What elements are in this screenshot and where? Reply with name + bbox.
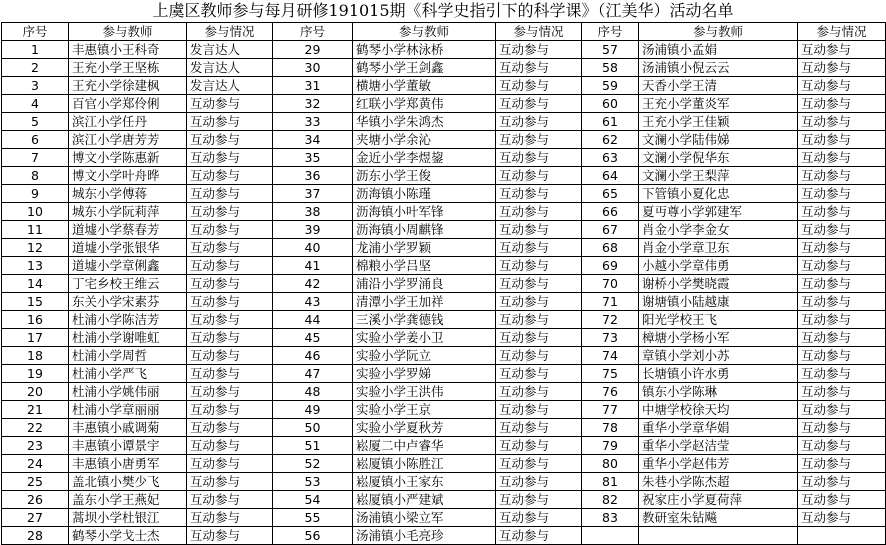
teacher-name-cell: 汤浦镇小倪云云 [639,59,798,77]
table-row [2,41,886,59]
seq-cell: 33 [273,113,353,131]
participation-cell: 互动参与 [798,77,886,95]
participation-cell: 互动参与 [496,401,582,419]
teacher-name-cell: 鹤琴小学戈士杰 [69,527,187,545]
header-teacher-3: 参与教师 [639,23,798,41]
table-row [2,185,886,203]
participation-cell: 互动参与 [496,221,582,239]
participation-cell: 互动参与 [496,167,582,185]
seq-cell: 50 [273,419,353,437]
participation-cell: 互动参与 [798,257,886,275]
teacher-name-cell: 棉粮小学吕坚 [353,257,496,275]
seq-cell: 17 [2,329,69,347]
teacher-name-cell: 华镇小学朱鸿杰 [353,113,496,131]
page-title: 上虞区教师参与每月研修191015期《科学史指引下的科学课》（江美华）活动名单 [152,1,734,20]
participation-cell: 互动参与 [798,365,886,383]
seq-cell: 16 [2,311,69,329]
teacher-name-cell: 丰惠镇小戚调菊 [69,419,187,437]
seq-cell: 43 [273,293,353,311]
teacher-name-cell: 文澜小学陆伟娣 [639,131,798,149]
teacher-name-cell: 实验小学夏秋芳 [353,419,496,437]
teacher-name-cell: 祝家庄小学夏荷萍 [639,491,798,509]
seq-cell: 13 [2,257,69,275]
participation-cell: 互动参与 [798,131,886,149]
table-row [2,59,886,77]
teacher-name-cell: 清潭小学王加祥 [353,293,496,311]
teacher-name-cell: 丰惠镇小谭景宇 [69,437,187,455]
participation-cell: 互动参与 [798,491,886,509]
seq-cell: 15 [2,293,69,311]
participation-cell: 互动参与 [798,293,886,311]
seq-cell: 2 [2,59,69,77]
seq-cell: 82 [582,491,639,509]
participation-cell: 互动参与 [496,41,582,59]
teacher-name-cell: 道墟小学章俐鑫 [69,257,187,275]
participation-cell: 互动参与 [187,527,273,545]
seq-cell: 5 [2,113,69,131]
teacher-name-cell: 盖北镇小樊少飞 [69,473,187,491]
participation-cell: 互动参与 [496,149,582,167]
table-row [2,275,886,293]
participation-cell: 互动参与 [187,509,273,527]
seq-cell: 24 [2,455,69,473]
teacher-name-cell: 实验小学王洪伟 [353,383,496,401]
participation-cell: 互动参与 [798,95,886,113]
teacher-name-cell: 实验小学罗娣 [353,365,496,383]
participation-cell: 互动参与 [496,311,582,329]
teacher-name-cell: 道墟小学张银华 [69,239,187,257]
seq-cell: 32 [273,95,353,113]
table-row [2,365,886,383]
participation-cell: 互动参与 [798,437,886,455]
teacher-name-cell: 鹤琴小学林泳桥 [353,41,496,59]
header-row [2,23,886,41]
participation-cell: 互动参与 [798,329,886,347]
seq-cell: 45 [273,329,353,347]
teacher-name-cell: 崧厦二中卢睿华 [353,437,496,455]
participation-cell: 互动参与 [496,203,582,221]
participation-cell [798,527,886,545]
teacher-name-cell: 天香小学王清 [639,77,798,95]
participation-cell: 互动参与 [187,275,273,293]
table-row [2,149,886,167]
participation-cell: 互动参与 [496,419,582,437]
seq-cell: 9 [2,185,69,203]
seq-cell: 73 [582,329,639,347]
participation-cell: 互动参与 [496,455,582,473]
teacher-name-cell: 王充小学董炎军 [639,95,798,113]
seq-cell: 40 [273,239,353,257]
participation-cell: 互动参与 [798,221,886,239]
seq-cell: 48 [273,383,353,401]
table-row [2,239,886,257]
teacher-name-cell: 沥海镇小周麒锋 [353,221,496,239]
participation-cell: 互动参与 [187,401,273,419]
table-row [2,401,886,419]
seq-cell: 22 [2,419,69,437]
teacher-name-cell: 章镇小学刘小苏 [639,347,798,365]
participation-cell: 互动参与 [798,455,886,473]
seq-cell: 57 [582,41,639,59]
participation-cell: 互动参与 [187,131,273,149]
teacher-name-cell: 道墟小学蔡春芳 [69,221,187,239]
participation-cell: 互动参与 [496,293,582,311]
table-row [2,491,886,509]
header-teacher-2: 参与教师 [353,23,496,41]
teacher-name-cell: 汤浦镇小孟娟 [639,41,798,59]
seq-cell: 38 [273,203,353,221]
seq-cell: 39 [273,221,353,239]
participation-cell: 互动参与 [187,221,273,239]
table-row [2,293,886,311]
teacher-name-cell: 阳光学校王飞 [639,311,798,329]
participation-cell: 互动参与 [187,419,273,437]
teacher-name-cell: 朱巷小学陈杰超 [639,473,798,491]
participation-cell: 互动参与 [187,239,273,257]
participation-cell: 互动参与 [187,383,273,401]
participation-cell: 互动参与 [496,95,582,113]
participation-cell: 互动参与 [798,185,886,203]
participation-cell: 互动参与 [187,203,273,221]
table-row [2,509,886,527]
teacher-name-cell: 崧厦镇小陈胜江 [353,455,496,473]
teacher-name-cell: 丰惠镇小王科奇 [69,41,187,59]
teacher-name-cell: 沥海镇小陈瑾 [353,185,496,203]
seq-cell: 80 [582,455,639,473]
seq-cell: 29 [273,41,353,59]
teacher-name-cell: 文澜小学倪华东 [639,149,798,167]
teacher-name-cell: 下管镇小夏化忠 [639,185,798,203]
teacher-name-cell: 丁宅乡校王维云 [69,275,187,293]
participation-cell: 互动参与 [496,113,582,131]
participation-cell: 互动参与 [496,77,582,95]
participation-cell: 互动参与 [496,473,582,491]
seq-cell: 75 [582,365,639,383]
teacher-name-cell: 杜浦小学严飞 [69,365,187,383]
teacher-name-cell: 中塘学校徐天均 [639,401,798,419]
header-status-2: 参与情况 [496,23,582,41]
teacher-name-cell: 长塘镇小许水勇 [639,365,798,383]
teacher-name-cell: 镇东小学陈琳 [639,383,798,401]
participation-cell: 互动参与 [496,239,582,257]
table-row [2,455,886,473]
header-seq-1: 序号 [2,23,69,41]
seq-cell: 78 [582,419,639,437]
seq-cell: 81 [582,473,639,491]
seq-cell: 36 [273,167,353,185]
table-row [2,221,886,239]
teacher-name-cell: 博文小学陈惠新 [69,149,187,167]
participation-cell: 互动参与 [496,59,582,77]
seq-cell: 59 [582,77,639,95]
teacher-name-cell: 汤浦镇小梁立军 [353,509,496,527]
teacher-name-cell: 实验小学姜小卫 [353,329,496,347]
teacher-name-cell: 教研室朱钻飚 [639,509,798,527]
seq-cell: 76 [582,383,639,401]
seq-cell: 69 [582,257,639,275]
seq-cell: 34 [273,131,353,149]
participation-cell: 互动参与 [798,275,886,293]
participation-cell: 互动参与 [187,347,273,365]
seq-cell: 27 [2,509,69,527]
seq-cell: 65 [582,185,639,203]
table-row [2,257,886,275]
seq-cell: 3 [2,77,69,95]
participation-cell: 互动参与 [187,185,273,203]
seq-cell: 20 [2,383,69,401]
teacher-name-cell: 滨江小学唐芳芳 [69,131,187,149]
teacher-name-cell: 王充小学王坚栋 [69,59,187,77]
participation-cell: 互动参与 [496,329,582,347]
participation-cell: 互动参与 [187,257,273,275]
participation-cell: 互动参与 [798,41,886,59]
seq-cell: 74 [582,347,639,365]
participation-cell: 互动参与 [496,131,582,149]
teacher-name-cell: 汤浦镇小毛亮珍 [353,527,496,545]
table-row [2,329,886,347]
participation-cell: 互动参与 [187,311,273,329]
teacher-name-cell: 杜浦小学章丽丽 [69,401,187,419]
seq-cell: 31 [273,77,353,95]
participation-cell: 互动参与 [496,257,582,275]
table-row [2,113,886,131]
table-row [2,437,886,455]
participation-cell: 互动参与 [187,329,273,347]
participant-table [1,22,886,545]
participation-cell: 互动参与 [798,401,886,419]
participation-cell: 互动参与 [187,113,273,131]
table-row [2,203,886,221]
header-teacher-1: 参与教师 [69,23,187,41]
teacher-name-cell: 杜浦小学周哲 [69,347,187,365]
participation-cell: 互动参与 [798,113,886,131]
teacher-name-cell: 东关小学宋素芬 [69,293,187,311]
seq-cell: 4 [2,95,69,113]
participation-cell: 互动参与 [798,203,886,221]
table-row [2,131,886,149]
seq-cell: 11 [2,221,69,239]
teacher-name-cell: 崧厦镇小王家东 [353,473,496,491]
teacher-name-cell: 崧厦镇小严建斌 [353,491,496,509]
teacher-name-cell: 金近小学李煜鋆 [353,149,496,167]
seq-cell: 46 [273,347,353,365]
seq-cell: 70 [582,275,639,293]
participation-cell: 互动参与 [798,149,886,167]
participation-cell: 互动参与 [798,473,886,491]
seq-cell: 47 [273,365,353,383]
participation-cell: 互动参与 [187,293,273,311]
teacher-name-cell: 杜浦小学谢唯虹 [69,329,187,347]
seq-cell: 52 [273,455,353,473]
seq-cell: 66 [582,203,639,221]
participation-cell: 发言达人 [187,41,273,59]
participation-cell: 互动参与 [496,509,582,527]
teacher-name-cell: 滨江小学任丹 [69,113,187,131]
header-seq-3: 序号 [582,23,639,41]
seq-cell: 56 [273,527,353,545]
teacher-name-cell: 城东小学阮莉萍 [69,203,187,221]
seq-cell: 35 [273,149,353,167]
teacher-name-cell: 博文小学叶舟晔 [69,167,187,185]
seq-cell: 49 [273,401,353,419]
participation-cell: 互动参与 [798,311,886,329]
seq-cell: 58 [582,59,639,77]
seq-cell: 30 [273,59,353,77]
teacher-name-cell: 城东小学傅蒋 [69,185,187,203]
teacher-name-cell: 沥东小学王俊 [353,167,496,185]
participation-cell: 互动参与 [496,347,582,365]
participation-cell: 互动参与 [798,419,886,437]
teacher-name-cell: 三溪小学龚德钱 [353,311,496,329]
table-row [2,167,886,185]
teacher-name-cell: 肖金小学李金女 [639,221,798,239]
teacher-name-cell: 重华小学章华娟 [639,419,798,437]
teacher-name-cell: 夹塘小学余沁 [353,131,496,149]
seq-cell: 67 [582,221,639,239]
seq-cell: 54 [273,491,353,509]
table-row [2,95,886,113]
participation-cell: 互动参与 [798,167,886,185]
teacher-name-cell: 小越小学章伟勇 [639,257,798,275]
participation-cell: 互动参与 [187,365,273,383]
seq-cell: 7 [2,149,69,167]
seq-cell: 14 [2,275,69,293]
table-row [2,347,886,365]
seq-cell: 62 [582,131,639,149]
seq-cell: 10 [2,203,69,221]
teacher-name-cell: 肖金小学章卫东 [639,239,798,257]
seq-cell: 79 [582,437,639,455]
participation-cell: 互动参与 [187,491,273,509]
table-row [2,419,886,437]
table-row [2,383,886,401]
teacher-name-cell: 蒿坝小学杜银江 [69,509,187,527]
teacher-name-cell: 夏丏尊小学郭建军 [639,203,798,221]
table-row [2,311,886,329]
seq-cell [582,527,639,545]
teacher-name-cell: 重华小学赵伟芳 [639,455,798,473]
seq-cell: 64 [582,167,639,185]
seq-cell: 1 [2,41,69,59]
participation-cell: 发言达人 [187,77,273,95]
seq-cell: 72 [582,311,639,329]
participation-cell: 发言达人 [187,59,273,77]
teacher-name-cell: 浦沿小学罗涌良 [353,275,496,293]
teacher-name-cell: 谢塘镇小陆越康 [639,293,798,311]
seq-cell: 19 [2,365,69,383]
participation-cell: 互动参与 [798,347,886,365]
seq-cell: 26 [2,491,69,509]
seq-cell: 18 [2,347,69,365]
participation-cell: 互动参与 [496,527,582,545]
seq-cell: 8 [2,167,69,185]
seq-cell: 55 [273,509,353,527]
teacher-name-cell: 杜浦小学姚伟丽 [69,383,187,401]
table-row [2,473,886,491]
seq-cell: 25 [2,473,69,491]
seq-cell: 23 [2,437,69,455]
seq-cell: 83 [582,509,639,527]
seq-cell: 61 [582,113,639,131]
teacher-name-cell: 沥海镇小叶军锋 [353,203,496,221]
teacher-name-cell: 丰惠镇小唐勇军 [69,455,187,473]
seq-cell: 63 [582,149,639,167]
seq-cell: 12 [2,239,69,257]
seq-cell: 42 [273,275,353,293]
seq-cell: 41 [273,257,353,275]
teacher-name-cell: 王充小学徐建枫 [69,77,187,95]
seq-cell: 37 [273,185,353,203]
seq-cell: 44 [273,311,353,329]
seq-cell: 68 [582,239,639,257]
teacher-name-cell [639,527,798,545]
seq-cell: 6 [2,131,69,149]
participation-cell: 互动参与 [798,59,886,77]
seq-cell: 28 [2,527,69,545]
teacher-name-cell: 重华小学赵洁莹 [639,437,798,455]
participation-cell: 互动参与 [496,185,582,203]
teacher-name-cell: 龙浦小学罗颖 [353,239,496,257]
seq-cell: 21 [2,401,69,419]
participation-cell: 互动参与 [496,491,582,509]
participation-cell: 互动参与 [187,455,273,473]
participation-cell: 互动参与 [496,365,582,383]
participation-cell: 互动参与 [187,149,273,167]
teacher-name-cell: 王充小学王佳颖 [639,113,798,131]
teacher-name-cell: 鹤琴小学王剑鑫 [353,59,496,77]
participation-cell: 互动参与 [798,509,886,527]
header-seq-2: 序号 [273,23,353,41]
participation-cell: 互动参与 [187,167,273,185]
teacher-name-cell: 文澜小学王梨萍 [639,167,798,185]
teacher-name-cell: 实验小学王京 [353,401,496,419]
seq-cell: 60 [582,95,639,113]
participation-cell: 互动参与 [187,95,273,113]
header-status-3: 参与情况 [798,23,886,41]
teacher-name-cell: 横塘小学董敏 [353,77,496,95]
teacher-name-cell: 百官小学郑伶俐 [69,95,187,113]
table-row [2,77,886,95]
teacher-name-cell: 实验小学阮立 [353,347,496,365]
seq-cell: 77 [582,401,639,419]
participation-cell: 互动参与 [187,473,273,491]
teacher-name-cell: 红联小学郑黄伟 [353,95,496,113]
seq-cell: 53 [273,473,353,491]
participation-cell: 互动参与 [496,275,582,293]
participation-cell: 互动参与 [187,437,273,455]
teacher-name-cell: 盖东小学王燕妃 [69,491,187,509]
participation-cell: 互动参与 [798,383,886,401]
participation-cell: 互动参与 [496,437,582,455]
seq-cell: 51 [273,437,353,455]
seq-cell: 71 [582,293,639,311]
header-status-1: 参与情况 [187,23,273,41]
teacher-name-cell: 谢桥小学樊晓霞 [639,275,798,293]
table-row [2,527,886,545]
participation-cell: 互动参与 [798,239,886,257]
teacher-name-cell: 樟塘小学杨小军 [639,329,798,347]
teacher-name-cell: 杜浦小学陈洁芳 [69,311,187,329]
participation-cell: 互动参与 [496,383,582,401]
